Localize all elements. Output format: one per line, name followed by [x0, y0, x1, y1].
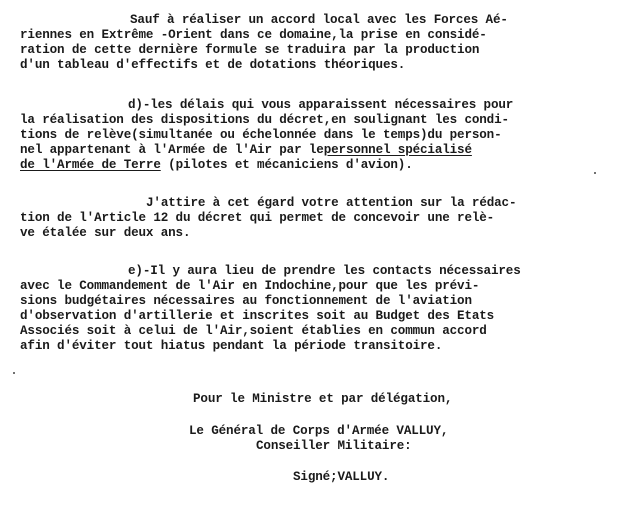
text-line: la réalisation des dispositions du décret,en soulignant les condi-	[20, 113, 509, 127]
text-line: e)-Il y aura lieu de prendre les contacts nécessaires	[128, 264, 521, 278]
signed-line: Signé;VALLUY.	[293, 470, 390, 484]
text-line: tions de relève(simultanée ou échelonnée dans le temps)du person-	[20, 128, 502, 142]
text-line: avec le Commandement de l'Air en Indochine,pour que les prévi-	[20, 279, 480, 293]
signatory-rank: Le Général de Corps d'Armée VALLUY,	[189, 424, 449, 438]
text-line: Associés soit à celui de l'Air,soient établies en commun accord	[20, 324, 487, 338]
delegation-line: Pour le Ministre et par délégation,	[193, 392, 453, 406]
underlined-text: de l'Armée de Terre	[20, 158, 161, 172]
text-line: afin d'éviter tout hiatus pendant la période transitoire.	[20, 339, 443, 353]
text-line: ration de cette dernière formule se traduira par la production	[20, 43, 480, 57]
text-line: tion de l'Article 12 du décret qui permet de concevoir une relè-	[20, 211, 495, 225]
text-line: d'observation d'artillerie et inscrites soit au Budget des Etats	[20, 309, 495, 323]
text-line	[20, 143, 472, 158]
scan-speck	[13, 372, 15, 374]
underlined-text: personnel spécialisé	[323, 143, 472, 157]
text-segment: nel appartenant à l'Armée de l'Air par le	[20, 143, 324, 157]
text-line: J'attire à cet égard votre attention sur la rédac-	[146, 196, 517, 210]
text-segment: (pilotes et mécaniciens d'avion).	[160, 158, 413, 172]
signatory-role: Conseiller Militaire:	[256, 439, 412, 453]
scan-speck	[594, 172, 596, 174]
text-line: Sauf à réaliser un accord local avec les Forces Aé-	[130, 13, 508, 27]
text-line	[20, 158, 413, 173]
text-line: riennes en Extrême -Orient dans ce domaine,la prise en considé-	[20, 28, 487, 42]
text-line: d'un tableau d'effectifs et de dotations théoriques.	[20, 58, 406, 72]
text-line: d)-les délais qui vous apparaissent nécessaires pour	[128, 98, 514, 112]
text-line: sions budgétaires nécessaires au fonctionnement de l'aviation	[20, 294, 472, 308]
text-line: ve étalée sur deux ans.	[20, 226, 191, 240]
